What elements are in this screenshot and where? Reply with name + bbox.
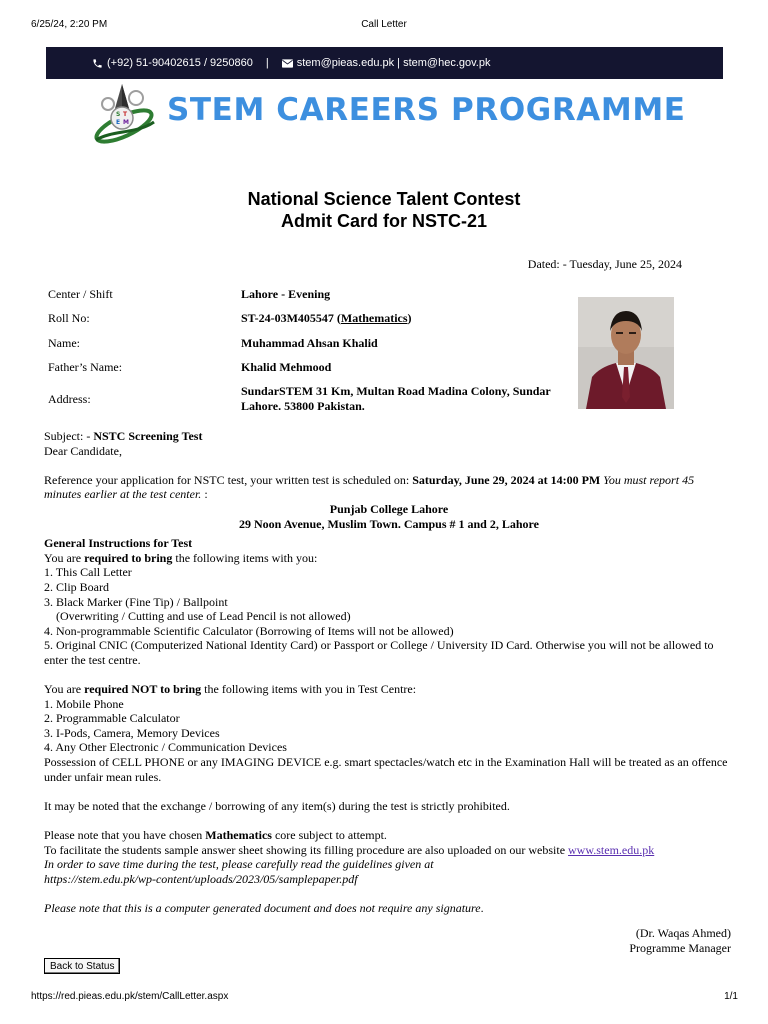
sample-paragraph [44,843,734,858]
roll-subject: Mathematics [340,311,408,326]
bring-prefix: You are [44,550,85,565]
subject-choice-value: Mathematics [205,828,272,843]
bring-item: 2. Clip Board [44,579,109,594]
print-title: Call Letter [361,19,407,30]
father-value: Khalid Mehmood [241,360,332,375]
signatory-name: (Dr. Waqas Ahmed) [635,926,731,940]
bring-item: 1. This Call Letter [44,565,132,580]
notbring-intro [44,682,734,697]
venue-name: Punjab College Lahore [329,501,449,516]
title-line-1: National Science Talent Contest [247,189,521,209]
subject-choice-prefix: Please note that you have chosen [44,828,206,843]
contact-phone: (+92) 51-90402615 / 9250860 [107,57,253,69]
svg-text:S: S [116,111,121,118]
svg-text:M: M [123,119,129,126]
roll-close: ) [407,311,412,326]
report-note: You must report 45 minutes earlier at the test center. [44,472,695,502]
reference-paragraph [44,473,734,502]
reference-text: Reference your application for NSTC test, your written test is scheduled on: [44,472,413,487]
notbring-prefix: You are [44,682,85,697]
bring-suffix: the following items with you: [172,550,318,565]
instructions-heading: General Instructions for Test [44,536,193,551]
guidelines-url: https://stem.edu.pk/wp-content/uploads/2023/05/samplepaper.pdf [44,871,358,886]
subject-choice-suffix: core subject to attempt. [271,828,387,843]
phone-icon [92,58,103,69]
report-tail: : [201,487,208,502]
notbring-suffix: the following items with you in Test Centre: [201,682,417,697]
info-row-roll [44,307,575,332]
center-label: Center / Shift [48,286,113,301]
address-label: Address: [48,391,91,406]
contact-emails: stem@pieas.edu.pk | stem@hec.gov.pk [296,57,491,69]
roll-value: ST-24-03M405547 ( [241,311,341,326]
subject-prefix: Subject: - [44,429,94,443]
notbring-item: 2. Programmable Calculator [44,711,180,726]
print-datetime: 6/25/24, 2:20 PM [31,19,108,30]
test-datetime: Saturday, June 29, 2024 at 14:00 PM [412,472,601,487]
brand-header [92,82,686,150]
notbring-bold: required NOT to bring [84,682,202,697]
computer-note-end: . [480,901,484,915]
name-label: Name: [48,335,80,350]
bring-item: 3. Black Marker (Fine Tip) / Ballpoint [44,594,228,609]
signatory-title: Programme Manager [629,940,731,955]
contact-divider: | [265,57,269,69]
roll-label: Roll No: [48,311,90,326]
info-row-center [44,282,575,307]
notbring-item: 4. Any Other Electronic / Communication Devices [44,740,287,755]
subject-value: NSTC Screening Test [93,429,203,443]
info-row-name [44,331,575,356]
center-value: Lahore - Evening [241,286,331,301]
guidelines-note: In order to save time during the test, please carefully read the guidelines given at [44,857,434,872]
address-value: SundarSTEM 31 Km, Multan Road Madina Colony, Sundar Lahore. 53800 Pakistan. [241,384,551,413]
sample-text: To facilitate the students sample answer sheet showing its filling procedure are also uploaded on our website [44,842,569,857]
stem-logo [92,82,158,148]
bring-bold: required to bring [84,550,173,565]
venue-address: 29 Noon Avenue, Muslim Town. Campus # 1 and 2, Lahore [239,516,539,531]
title-line-2: Admit Card for NSTC-21 [280,211,487,231]
notbring-item: 3. I-Pods, Camera, Memory Devices [44,725,220,740]
svg-text:E: E [116,119,121,126]
bring-item: 4. Non-programmable Scientific Calculator (Borrowing of Items will not be allowed) [44,623,454,638]
bring-intro [44,551,734,566]
father-label: Father’s Name: [48,360,123,375]
dated-text: Dated: - Tuesday, June 25, 2024 [527,257,682,271]
salutation: Dear Candidate, [44,443,122,458]
computer-note-line [44,901,734,916]
notbring-item: 1. Mobile Phone [44,696,124,711]
roll-value-cell [237,307,575,332]
document-title [0,188,768,232]
subject-choice [44,828,734,843]
brand-title: STEM CAREERS PROGRAMME [167,92,686,128]
website-link[interactable]: www.stem.edu.pk [568,842,655,857]
print-header [0,19,768,35]
computer-note: Please note that this is a computer generated document and does not require any signature [44,901,481,915]
name-value: Muhammad Ahsan Khalid [241,335,378,350]
print-page: 1/1 [724,991,738,1002]
subject-line [44,429,734,444]
contact-bar [46,47,723,79]
mail-icon [282,59,293,68]
possession-note: Possession of CELL PHONE or any IMAGING DEVICE e.g. smart spectacles/watch etc in the Examination Hall will be treated as an offence under unfair mean rules. [44,755,728,784]
candidate-info-table [44,282,575,418]
info-row-father [44,356,575,381]
bring-item-note: (Overwriting / Cutting and use of Lead Pencil is not allowed) [56,609,351,624]
candidate-photo [578,297,674,409]
letter-body [44,429,734,916]
print-url: https://red.pieas.edu.pk/stem/CallLetter.aspx [31,991,229,1002]
back-to-status-button[interactable]: Back to Status [44,958,120,974]
bring-item: 5. Original CNIC (Computerized National Identity Card) or Passport or College / University ID Card. Otherwise you will not be allowed to enter the test centre. [44,638,714,667]
info-row-address [44,380,575,418]
print-footer [0,991,768,1007]
svg-text:T: T [123,111,128,118]
signature-block [629,926,731,955]
exchange-note: It may be noted that the exchange / borrowing of any item(s) during the test is strictly prohibited. [44,798,510,813]
